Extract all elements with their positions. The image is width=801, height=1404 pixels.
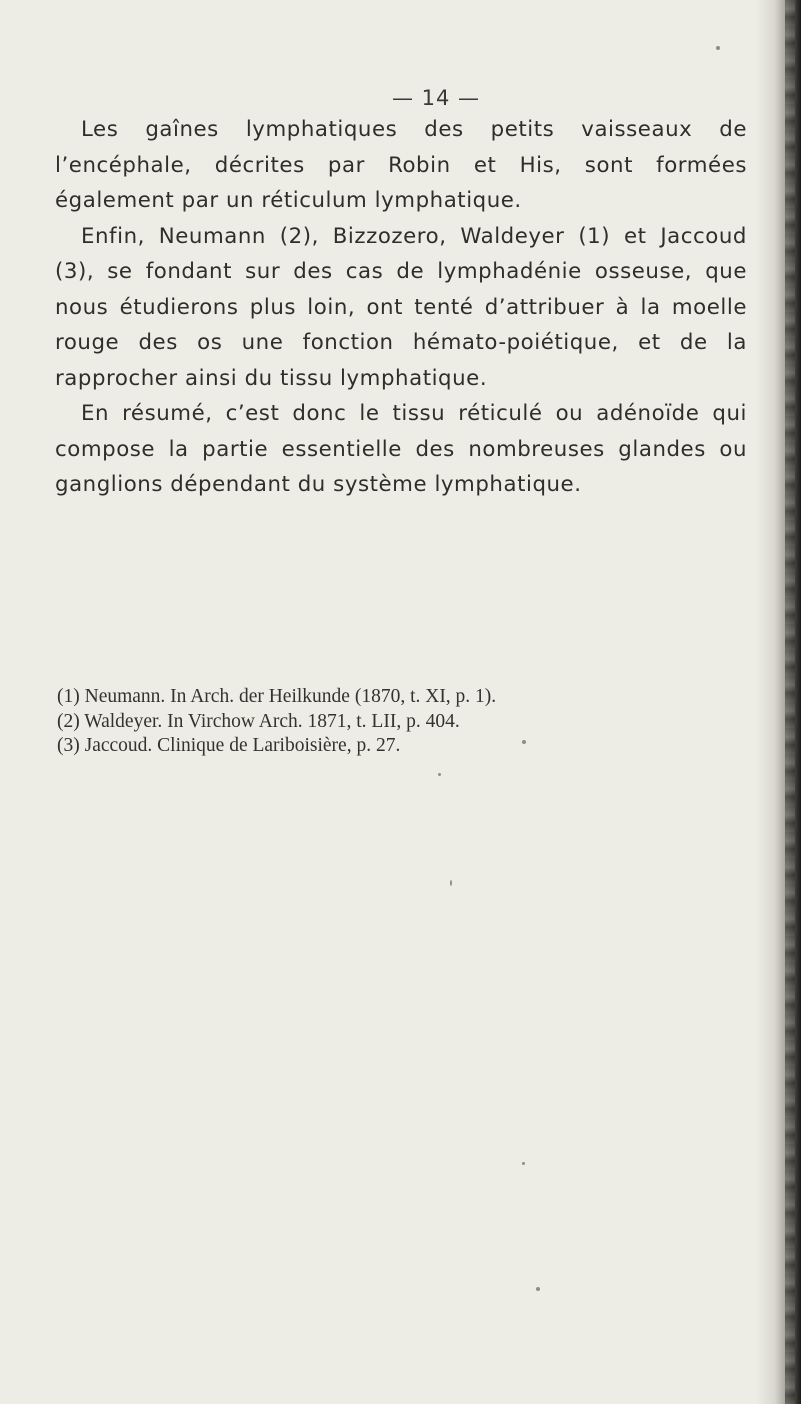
footnote: (3) Jaccoud. Clinique de Lariboisière, p. 27. (57, 735, 401, 756)
footnotes (55, 685, 747, 759)
paragraph: En résumé, c’est donc le tissu réticulé ou adénoïde qui compose la partie essentielle des nombreuses glandes ou ganglions dépendant du système lymphatique. (55, 401, 747, 497)
page-number: — 14 — (391, 86, 481, 110)
paper-speck (522, 1162, 525, 1165)
paragraph: Les gaînes lymphatiques des petits vaisseaux de l’encéphale, décrites par Robin et His, sont formées également par un réticulum lymphatique. (55, 117, 747, 213)
footnote: (1) Neumann. In Arch. der Heilkunde (1870, t. XI, p. 1). (57, 686, 497, 707)
main-text (55, 112, 747, 503)
paragraph: Enfin, Neumann (2), Bizzozero, Waldeyer (1) et Jaccoud (3), se fondant sur des cas de lymphadénie osseuse, que nous étudierons plus loin, ont tenté d’attribuer à la moelle rouge des os une fonction hémato-poiétique, et de la rapprocher ainsi du tissu lymphatique. (55, 223, 747, 391)
paper-speck (716, 46, 720, 50)
book-spine-edge (785, 0, 795, 1404)
paper-speck (438, 773, 441, 776)
footnote: (2) Waldeyer. In Virchow Arch. 1871, t. LII, p. 404. (57, 710, 460, 732)
paper-speck (536, 1287, 540, 1291)
paper-speck (522, 740, 526, 744)
paper-speck (450, 880, 452, 886)
